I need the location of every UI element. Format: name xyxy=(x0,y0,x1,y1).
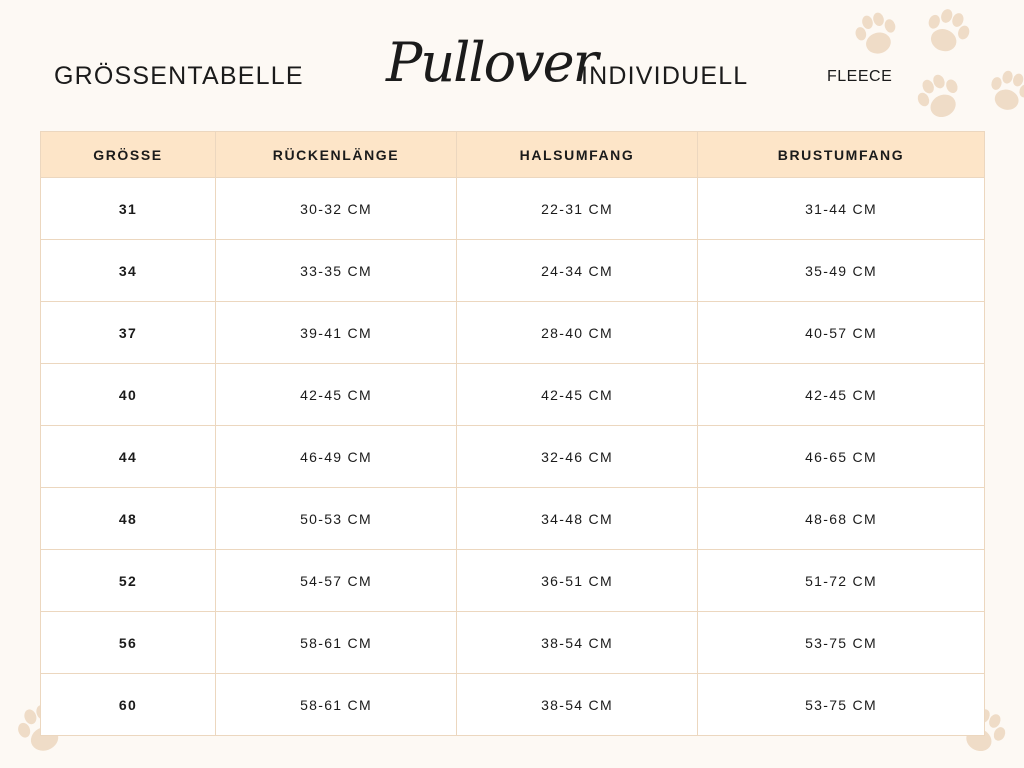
paw-print-icon xyxy=(978,60,1024,121)
product-script-title: Pullover xyxy=(386,31,597,94)
column-header-size: GRÖSSE xyxy=(41,132,216,178)
size-cell: 31 xyxy=(41,178,216,240)
table-row xyxy=(41,612,985,674)
table-row xyxy=(41,674,985,736)
neck-size-cell: 34-48 CM xyxy=(457,488,698,550)
table-row xyxy=(41,550,985,612)
size-cell: 40 xyxy=(41,364,216,426)
back-length-cell: 30-32 CM xyxy=(216,178,457,240)
column-header-neck-size: HALSUMFANG xyxy=(457,132,698,178)
chest-size-cell: 53-75 CM xyxy=(698,674,985,736)
back-length-cell: 46-49 CM xyxy=(216,426,457,488)
chest-size-cell: 51-72 CM xyxy=(698,550,985,612)
back-length-cell: 33-35 CM xyxy=(216,240,457,302)
table-row xyxy=(41,302,985,364)
neck-size-cell: 42-45 CM xyxy=(457,364,698,426)
back-length-cell: 54-57 CM xyxy=(216,550,457,612)
table-row xyxy=(41,178,985,240)
neck-size-cell: 38-54 CM xyxy=(457,674,698,736)
neck-size-cell: 38-54 CM xyxy=(457,612,698,674)
chest-size-cell: 40-57 CM xyxy=(698,302,985,364)
size-cell: 44 xyxy=(41,426,216,488)
chest-size-cell: 53-75 CM xyxy=(698,612,985,674)
neck-size-cell: 28-40 CM xyxy=(457,302,698,364)
chest-size-cell: 42-45 CM xyxy=(698,364,985,426)
chest-size-cell: 46-65 CM xyxy=(698,426,985,488)
size-cell: 60 xyxy=(41,674,216,736)
back-length-cell: 39-41 CM xyxy=(216,302,457,364)
size-cell: 34 xyxy=(41,240,216,302)
back-length-cell: 58-61 CM xyxy=(216,674,457,736)
size-cell: 37 xyxy=(41,302,216,364)
table-row xyxy=(41,364,985,426)
size-cell: 48 xyxy=(41,488,216,550)
table-row xyxy=(41,426,985,488)
page-title: GRÖSSENTABELLE xyxy=(54,62,304,90)
back-length-cell: 50-53 CM xyxy=(216,488,457,550)
neck-size-cell: 22-31 CM xyxy=(457,178,698,240)
paw-print-icon xyxy=(912,0,981,66)
neck-size-cell: 36-51 CM xyxy=(457,550,698,612)
neck-size-cell: 24-34 CM xyxy=(457,240,698,302)
size-table xyxy=(40,131,985,736)
chest-size-cell: 48-68 CM xyxy=(698,488,985,550)
paw-print-icon xyxy=(844,2,908,66)
column-header-chest-size: BRUSTUMFANG xyxy=(698,132,985,178)
product-subtitle: INDIVIDUELL xyxy=(581,62,749,90)
material-label: FLEECE xyxy=(827,68,893,85)
chest-size-cell: 31-44 CM xyxy=(698,178,985,240)
table-header-row xyxy=(41,132,985,178)
table-row xyxy=(41,240,985,302)
paw-print-icon xyxy=(903,61,975,133)
size-cell: 52 xyxy=(41,550,216,612)
back-length-cell: 58-61 CM xyxy=(216,612,457,674)
column-header-back-length: RÜCKENLÄNGE xyxy=(216,132,457,178)
table-row xyxy=(41,488,985,550)
chest-size-cell: 35-49 CM xyxy=(698,240,985,302)
back-length-cell: 42-45 CM xyxy=(216,364,457,426)
size-cell: 56 xyxy=(41,612,216,674)
neck-size-cell: 32-46 CM xyxy=(457,426,698,488)
